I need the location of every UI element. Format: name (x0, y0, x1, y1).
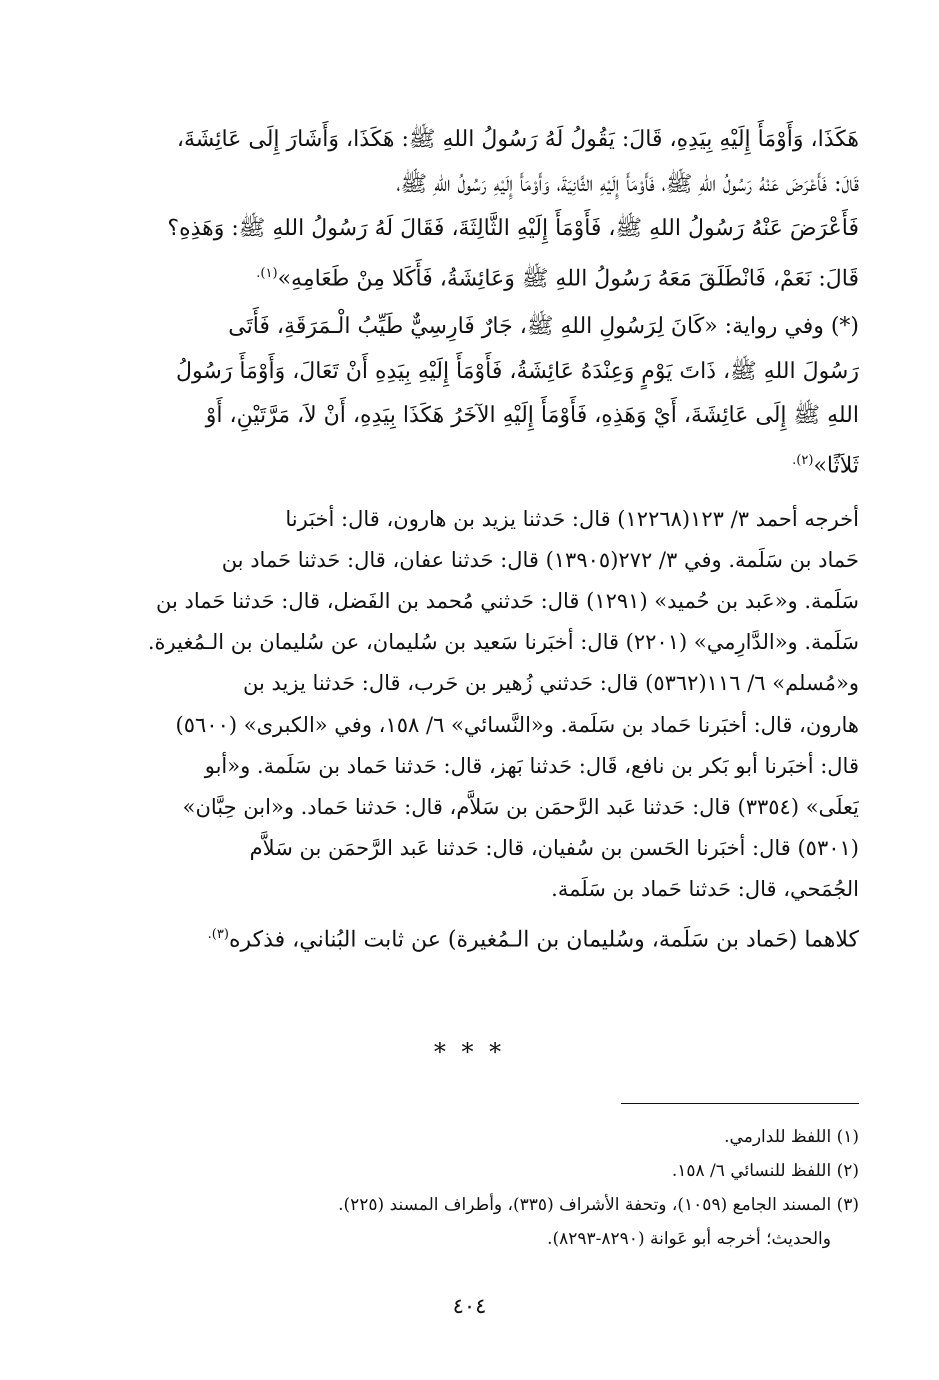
section-separator: * * * (433, 1038, 506, 1066)
takhrij-line: هارون، قال: أخبَرنا حَماد بن سَلَمة. و«النَّسائي» ٦/ ١٥٨، وفي «الكبرى» (٥٦٠٠) (175, 712, 859, 737)
footnote-ref: (١). (256, 265, 278, 281)
narration-line-text: ثَلاَثًا» (813, 453, 859, 479)
page-number: ٤٠٤ (452, 1294, 487, 1318)
narration-line: اللهِ ﷺ إِلَى عَائِشَةَ، أَيْ وَهَذِهِ، فَأَوْمَأَ إِلَيْهِ الآخَرُ هَكَذَا بِيَدِهِ، أَنْ لاَ، مَرَّتَيْنِ، أَوْ (205, 403, 859, 429)
takhrij-line: (٥٣٠١) قال: أخبَرنا الحَسن بن سُفيان، قال: حَدثنا عَبد الرَّحمَن بن سَلاَّم (249, 836, 859, 861)
kilahuma-text: كلاهما (حَماد بن سَلَمة، وسُليمان بن الـمُغيرة) عن ثابت البُناني، فذكره (228, 927, 859, 953)
takhrij-line: أخرجه أحمد ٣/ ١٢٣(١٢٢٦٨) قال: حَدثنا يزيد بن هارون، قال: أخبَرنا (285, 506, 859, 531)
takhrij-line: و«مُسلم» ٦/ ١١٦(٥٣٦٢) قال: حَدثني زُهير بن حَرب، قال: حَدثنا يزيد بن (243, 671, 859, 696)
hadith-text (78, 118, 859, 963)
kilahuma-block (78, 913, 859, 963)
footnote-ref: (٣). (207, 926, 229, 942)
footnote-item: والحديث؛ أخرجه أبو عَوانة (٨٢٩٠-٨٢٩٣). (547, 1229, 831, 1249)
hadith-line: فَأَعْرَضَ عَنْهُ رَسُولُ اللهِ ﷺ، فَأَوْمَأَ إِلَيْهِ الثَّالِثَةَ، فَقَالَ لَهُ رَسُولُ اللهِ ﷺ: وَهَذِهِ؟ (167, 216, 859, 241)
footnote-item: (٣) المسند الجامع (١٠٥٩)، وتحفة الأشراف (٣٣٥)، وأطراف المسند (٢٢٥). (338, 1195, 859, 1215)
narration-line: (*) وفي رواية: «كَانَ لِرَسُولِ اللهِ ﷺ، جَارٌ فَارِسِيٌّ طَيِّبُ الْـمَرَقَةِ، فَأَتَى (228, 314, 859, 340)
takhrij-line: سَلَمة. و«عَبد بن حُميد» (١٢٩١) قال: حَدثني مُحمد بن الفَضل، قال: حَدثنا حَماد بن (155, 589, 859, 614)
takhrij-line: قال: أخبَرنا أبو بَكر بن نافع، قَال: حَدثنا بَهز، قال: حَدثنا حَماد بن سَلَمة. و«أبو (204, 753, 859, 778)
hadith-line: قَالَ: فَأَعْرَضَ عَنْهُ رَسُولُ اللهِ ﷺ، فَأَوْمَأَ إِلَيْهِ الثَّانِيَةَ، وَأَوْمَأَ إِلَيْهِ رَسُولُ اللهِ ﷺ، (396, 171, 859, 197)
takhrij-line: سَلَمة. و«الدَّارِمي» (٢٢٠١) قال: أخبَرنا سَعيد بن سُليمان، عن سُليمان بن الـمُغيرة. (147, 630, 859, 655)
takhrij-line: الجُمَحي، قال: حَدثنا حَماد بن سَلَمة. (551, 877, 859, 902)
footnote-item: (١) اللفظ للدارمي. (724, 1127, 859, 1147)
hadith-line (78, 252, 859, 302)
footnote-ref: (٢). (792, 452, 814, 468)
kilahuma-line (78, 913, 859, 963)
takhrij-line: يَعلَى» (٣٣٥٤) قال: حَدثنا عَبد الرَّحمَن بن سَلاَّم، قال: حَدثنا حَماد. و«ابن حِبَّان» (182, 795, 859, 820)
footnote-item: (٢) اللفظ للنسائي ٦/ ١٥٨. (671, 1161, 859, 1181)
takhrij-line: حَماد بن سَلَمة. وفي ٣/ ٢٧٢(١٣٩٠٥) قال: حَدثنا عفان، قال: حَدثنا حَماد بن (221, 547, 859, 572)
narration-block (78, 305, 859, 488)
takhrij-block (78, 499, 859, 911)
hadith-line-text: قَالَ: نَعَمْ، فَانْطَلَقَ مَعَهُ رَسُولُ اللهِ ﷺ وَعَائِشَةُ، فَأَكَلا مِنْ طَعَامِهِ» (277, 265, 859, 291)
footnotes (78, 1120, 859, 1256)
narration-line: رَسُولَ اللهِ ﷺ، ذَاتَ يَوْمٍ وَعِنْدَهُ عَائِشَةُ، فَأَوْمَأَ إِلَيْهِ بِيَدِهِ أَنْ تَعَالَ، وَأَوْمَأَ رَسُولُ (175, 358, 859, 384)
footnote-divider (621, 1103, 859, 1104)
narration-line (78, 439, 859, 489)
hadith-line: هَكَذَا، وَأَوْمَأَ إِلَيْهِ بِيَدِهِ، قَالَ: يَقُولُ لَهُ رَسُولُ اللهِ ﷺ: هَكَذَا، وَأَشَارَ إِلَى عَائِشَةَ، (176, 127, 859, 152)
